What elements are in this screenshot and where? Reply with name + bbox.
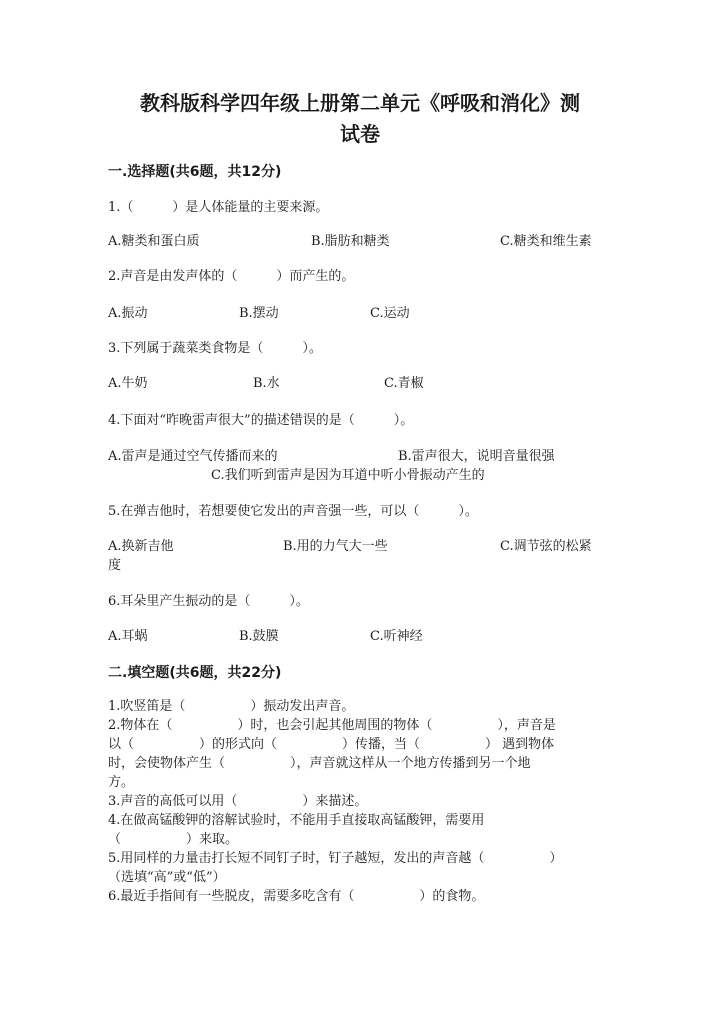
fill-in-questions — [108, 697, 608, 906]
page-title — [100, 88, 620, 150]
q6-option-b: B.鼓膜 — [239, 629, 279, 644]
section-heading-fill: 二.填空题(共6题，共22分) — [108, 665, 282, 681]
section-heading-choice: 一.选择题(共6题，共12分) — [108, 164, 282, 180]
question-4: 4.下面对“昨晚雷声很大”的描述错误的是（ ）。 — [108, 413, 414, 428]
question-6: 6.耳朵里产生振动的是（ ）。 — [108, 594, 309, 609]
q2-option-a: A.振动 — [108, 306, 148, 321]
question-3: 3.下列属于蔬菜类食物是（ ）。 — [108, 341, 322, 356]
q1-option-a: A.糖类和蛋白质 — [108, 234, 200, 249]
q4-option-c: C.我们听到雷声是因为耳道中听小骨振动产生的 — [211, 468, 485, 483]
q5-option-c-continued: 度 — [108, 558, 122, 573]
fill-line: 时，会使物体产生（ ），声音就这样从一个地方传播到另一个地 — [108, 756, 531, 771]
q2-option-c: C.运动 — [370, 306, 410, 321]
question-5: 5.在弹吉他时，若想要使它发出的声音强一些，可以（ ）。 — [108, 504, 478, 519]
q1-option-b: B.脂肪和糖类 — [311, 234, 390, 249]
title-line-1: 教科版科学四年级上册第二单元《呼吸和消化》测 — [140, 91, 580, 115]
fill-line: 1.吹竖笛是（ ）振动发出声音。 — [108, 699, 355, 714]
question-1: 1.（ ）是人体能量的主要来源。 — [108, 200, 329, 215]
fill-line: 以（ ）的形式向（ ）传播，当（ ） 遇到物体 — [108, 737, 555, 752]
q1-option-c: C.糖类和维生素 — [500, 234, 592, 249]
fill-line: 4.在做高锰酸钾的溶解试验时，不能用手直接取高锰酸钾，需要用 — [108, 813, 485, 828]
q6-option-c: C.听神经 — [370, 629, 423, 644]
q2-option-b: B.摆动 — [239, 306, 279, 321]
q4-option-b: B.雷声很大，说明音量很强 — [398, 449, 555, 464]
question-2: 2.声音是由发声体的（ ）而产生的。 — [108, 269, 355, 284]
fill-line: （选填“高”或“低”） — [108, 870, 226, 885]
q3-option-a: A.牛奶 — [108, 376, 148, 391]
q3-option-b: B.水 — [253, 376, 280, 391]
q5-option-c: C.调节弦的松紧 — [500, 539, 592, 554]
fill-line: 3.声音的高低可以用（ ）来描述。 — [108, 794, 368, 809]
q5-option-b: B.用的力气大一些 — [283, 539, 388, 554]
q4-option-a: A.雷声是通过空气传播而来的 — [108, 449, 278, 464]
title-line-2: 试卷 — [340, 122, 380, 146]
fill-line: 5.用同样的力量击打长短不同钉子时，钉子越短，发出的声音越（ ） — [108, 851, 563, 866]
q3-option-c: C.青椒 — [384, 376, 424, 391]
fill-line: 方。 — [108, 775, 135, 790]
q6-option-a: A.耳蜗 — [108, 629, 148, 644]
fill-line: 2.物体在（ ）时，也会引起其他周围的物体（ ），声音是 — [108, 718, 556, 733]
fill-line: 6.最近手指间有一些脱皮，需要多吃含有（ ）的食物。 — [108, 889, 485, 904]
fill-line: （ ）来取。 — [108, 832, 239, 847]
q5-option-a: A.换新吉他 — [108, 539, 174, 554]
